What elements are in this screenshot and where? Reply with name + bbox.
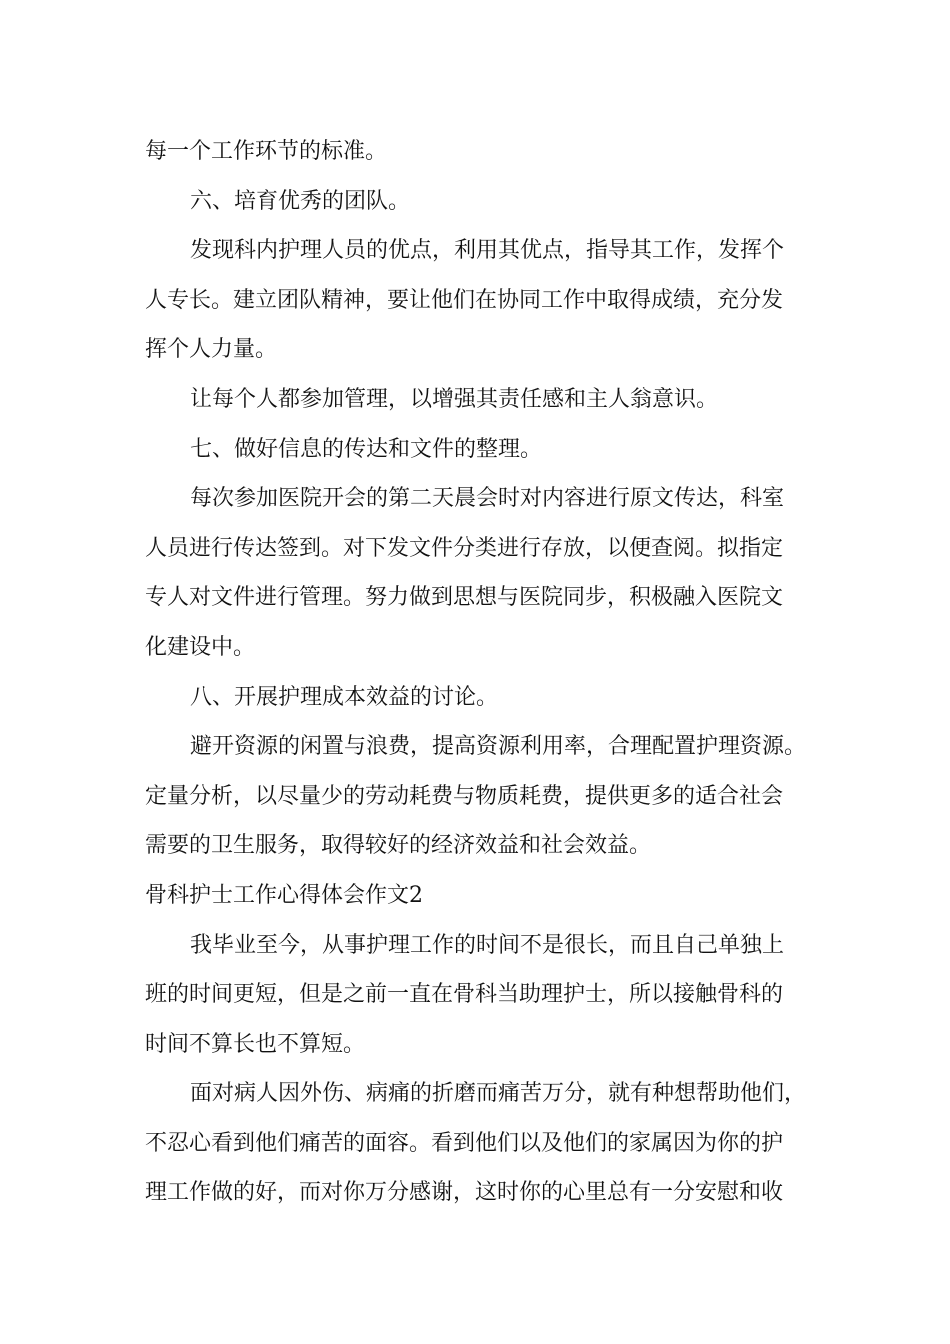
text-line: 专人对文件进行管理。努力做到思想与医院同步，积极融入医院文 <box>145 585 784 611</box>
text-line: 每次参加医院开会的第二天晨会时对内容进行原文传达，科室 <box>190 486 785 512</box>
text-line: 发现科内护理人员的优点，利用其优点，指导其工作，发挥个 <box>190 238 785 264</box>
section-heading: 八、开展护理成本效益的讨论。 <box>190 684 499 710</box>
text-line: 需要的卫生服务，取得较好的经济效益和社会效益。 <box>145 833 652 859</box>
text-line: 避开资源的闲置与浪费，提高资源利用率，合理配置护理资源。 <box>190 734 807 760</box>
text-line: 挥个人力量。 <box>145 337 278 363</box>
text-line: 化建设中。 <box>145 634 256 660</box>
text-line: 理工作做的好，而对你万分感谢，这时你的心里总有一分安慰和收 <box>145 1180 784 1206</box>
text-line: 人专长。建立团队精神，要让他们在协同工作中取得成绩，充分发 <box>145 287 784 313</box>
article-title: 骨科护士工作心得体会作文2 <box>145 882 423 908</box>
text-line: 定量分析，以尽量少的劳动耗费与物质耗费，提供更多的适合社会 <box>145 783 784 809</box>
section-heading: 七、做好信息的传达和文件的整理。 <box>190 436 543 462</box>
text-line: 班的时间更短，但是之前一直在骨科当助理护士，所以接触骨科的 <box>145 982 784 1008</box>
text-line: 每一个工作环节的标准。 <box>145 139 388 164</box>
text-line: 不忍心看到他们痛苦的面容。看到他们以及他们的家属因为你的护 <box>145 1130 784 1156</box>
text-line: 我毕业至今，从事护理工作的时间不是很长，而且自己单独上 <box>190 932 785 958</box>
text-line: 人员进行传达签到。对下发文件分类进行存放，以便查阅。拟指定 <box>145 535 784 561</box>
text-line: 让每个人都参加管理，以增强其责任感和主人翁意识。 <box>190 386 719 412</box>
text-line: 时间不算长也不算短。 <box>145 1031 366 1057</box>
text-line: 面对病人因外伤、病痛的折磨而痛苦万分，就有种想帮助他们， <box>190 1081 807 1107</box>
document-body <box>145 127 820 1218</box>
section-heading: 六、培育优秀的团队。 <box>190 188 411 214</box>
